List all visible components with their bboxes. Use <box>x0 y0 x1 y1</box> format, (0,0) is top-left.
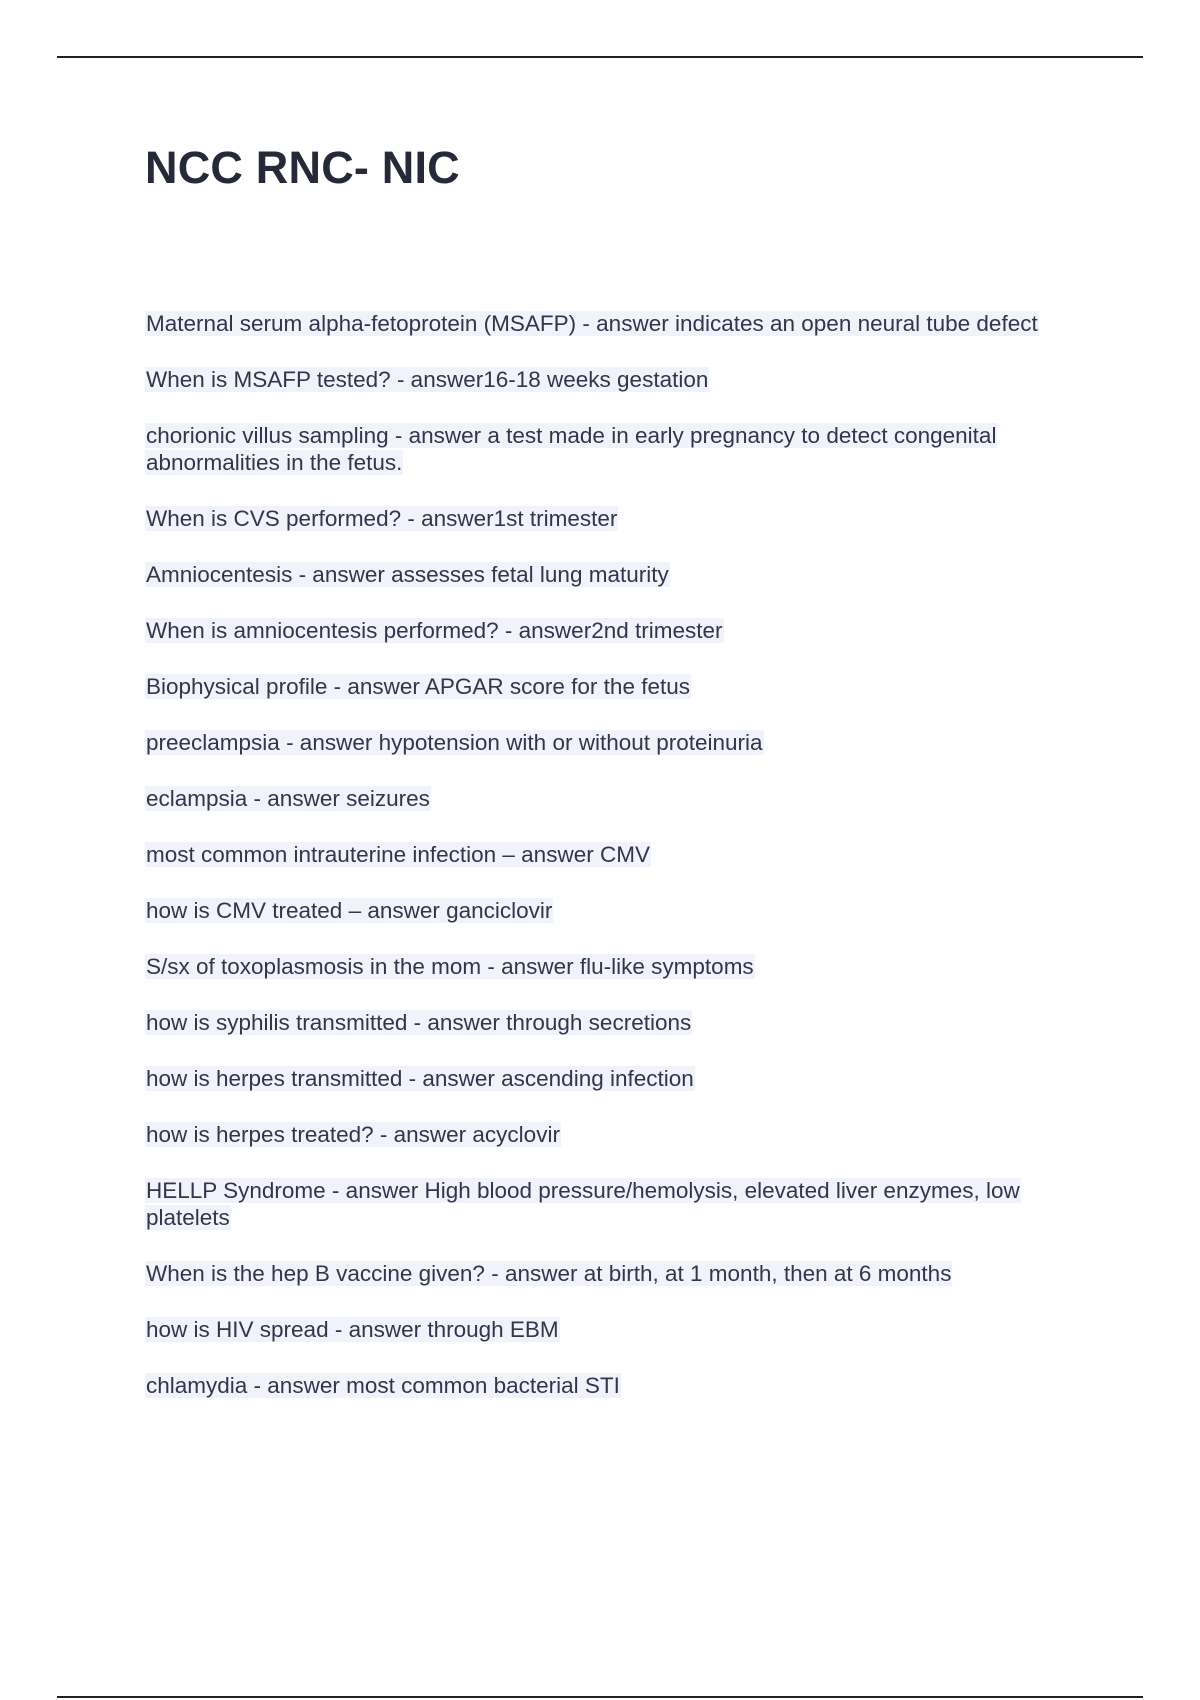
qa-item <box>145 1372 1090 1399</box>
qa-text: Biophysical profile - answer APGAR score for the fetus <box>146 674 690 699</box>
qa-text: how is herpes treated? - answer acyclovir <box>146 1122 560 1147</box>
qa-text: how is herpes transmitted - answer ascending infection <box>146 1066 694 1091</box>
qa-text: most common intrauterine infection – answer CMV <box>146 842 650 867</box>
qa-item <box>145 1065 1090 1092</box>
qa-item <box>145 673 1090 700</box>
qa-item <box>145 561 1090 588</box>
qa-text: Amniocentesis - answer assesses fetal lung maturity <box>146 562 669 587</box>
qa-item <box>145 785 1090 812</box>
qa-text: When is MSAFP tested? - answer16-18 weeks gestation <box>146 367 709 392</box>
qa-item <box>145 1260 1090 1287</box>
qa-item <box>145 366 1090 393</box>
qa-text: When is the hep B vaccine given? - answer at birth, at 1 month, then at 6 months <box>146 1261 952 1286</box>
qa-text: When is amniocentesis performed? - answer2nd trimester <box>146 618 723 643</box>
qa-item <box>145 841 1090 868</box>
qa-item <box>145 617 1090 644</box>
qa-list <box>145 310 1090 1428</box>
qa-text: how is CMV treated – answer ganciclovir <box>146 898 553 923</box>
top-divider <box>57 56 1143 58</box>
qa-text: S/sx of toxoplasmosis in the mom - answer flu-like symptoms <box>146 954 754 979</box>
qa-text: HELLP Syndrome - answer High blood pressure/hemolysis, elevated liver enzymes, low platelets <box>146 1178 1020 1230</box>
qa-text: eclampsia - answer seizures <box>146 786 430 811</box>
qa-text: When is CVS performed? - answer1st trimester <box>146 506 618 531</box>
qa-item <box>145 953 1090 980</box>
qa-item <box>145 1009 1090 1036</box>
qa-text: how is HIV spread - answer through EBM <box>146 1317 559 1342</box>
qa-item <box>145 1177 1090 1231</box>
qa-item <box>145 310 1090 337</box>
qa-text: chlamydia - answer most common bacterial STI <box>146 1373 620 1398</box>
qa-item <box>145 729 1090 756</box>
qa-text: how is syphilis transmitted - answer through secretions <box>146 1010 692 1035</box>
qa-text: Maternal serum alpha-fetoprotein (MSAFP) - answer indicates an open neural tube defect <box>146 311 1038 336</box>
qa-text: preeclampsia - answer hypotension with or without proteinuria <box>146 730 763 755</box>
page-title: NCC RNC- NIC <box>145 142 460 193</box>
qa-item <box>145 1316 1090 1343</box>
qa-item <box>145 505 1090 532</box>
qa-item <box>145 422 1090 476</box>
qa-text: chorionic villus sampling - answer a test made in early pregnancy to detect congenital abnormalities in the fetus. <box>146 423 997 475</box>
bottom-divider <box>57 1696 1143 1698</box>
qa-item <box>145 897 1090 924</box>
qa-item <box>145 1121 1090 1148</box>
